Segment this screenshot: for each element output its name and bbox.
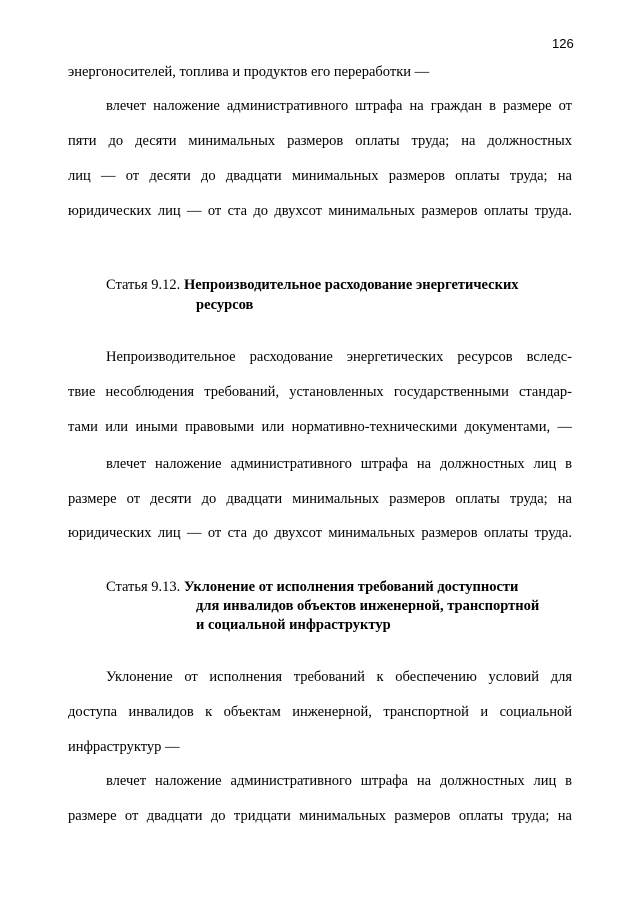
text-line: влечет наложение административного штрафа на граждан в размере от (106, 98, 572, 114)
article-title: Непроизводительное расходование энергетических (183, 277, 519, 293)
article-title-continued: для инвалидов объектов инженерной, транспортной (196, 598, 540, 614)
text-line: доступа инвалидов к объектам инженерной, транспортной и социальной (68, 704, 572, 720)
text-line: энергоносителей, топлива и продуктов его переработки — (68, 64, 430, 80)
text-line: твие несоблюдения требований, установленных государственными стандар- (68, 384, 572, 400)
article-title: Уклонение от исполнения требований доступности (183, 579, 519, 595)
text-line: Непроизводительное расходование энергетических ресурсов вследс- (106, 349, 572, 365)
article-label: Статья 9.12. (106, 277, 181, 293)
page-number: 126 (552, 36, 574, 51)
article-label: Статья 9.13. (106, 579, 181, 595)
article-title-continued: и социальной инфраструктур (196, 617, 391, 633)
article-heading (106, 578, 518, 596)
text-line: юридических лиц — от ста до двухсот минимальных размеров оплаты труда. (68, 525, 572, 541)
text-line: пяти до десяти минимальных размеров оплаты труда; на должностных (68, 133, 572, 149)
text-line: юридических лиц — от ста до двухсот минимальных размеров оплаты труда. (68, 203, 572, 219)
text-line: размере от двадцати до тридцати минимальных размеров оплаты труда; на (68, 808, 572, 824)
text-line: лиц — от десяти до двадцати минимальных размеров оплаты труда; на (68, 168, 572, 184)
text-line: Уклонение от исполнения требований к обеспечению условий для (106, 669, 572, 685)
text-line: влечет наложение административного штрафа на должностных лиц в (106, 773, 572, 789)
article-heading (106, 276, 519, 294)
article-title-continued: ресурсов (196, 297, 254, 313)
text-line: влечет наложение административного штрафа на должностных лиц в (106, 456, 572, 472)
text-line: тами или иными правовыми или нормативно-техническими документами, — (68, 419, 572, 435)
text-line: размере от десяти до двадцати минимальных размеров оплаты труда; на (68, 491, 572, 507)
text-line: инфраструктур — (68, 739, 180, 755)
